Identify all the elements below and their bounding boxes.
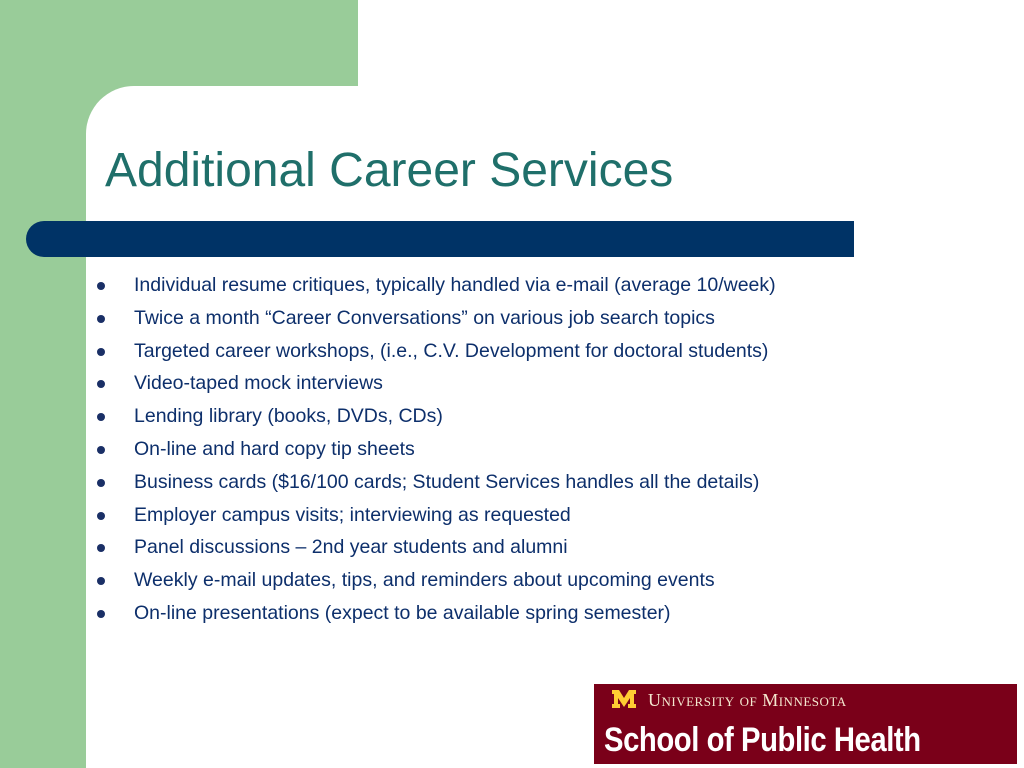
list-item: [97, 499, 997, 532]
bullet-dot-icon: [97, 577, 105, 585]
list-item: [97, 531, 997, 564]
bullet-dot-icon: [97, 446, 105, 454]
bullet-text: Lending library (books, DVDs, CDs): [134, 405, 443, 428]
bullet-dot-icon: [97, 315, 105, 323]
bullet-text: Targeted career workshops, (i.e., C.V. Development for doctoral students): [134, 339, 769, 362]
list-item: [97, 433, 997, 466]
slide-title: Additional Career Services: [105, 144, 674, 197]
bullet-list: [97, 269, 997, 630]
block-m-logo-icon: [612, 690, 636, 708]
bullet-text: Employer campus visits; interviewing as requested: [134, 503, 571, 526]
bullet-text: Weekly e-mail updates, tips, and reminders about upcoming events: [134, 569, 715, 592]
title-underline-bar: [26, 221, 854, 257]
list-item: [97, 466, 997, 499]
list-item: [97, 597, 997, 630]
bullet-dot-icon: [97, 479, 105, 487]
bullet-text: Individual resume critiques, typically handled via e-mail (average 10/week): [134, 274, 776, 296]
bullet-dot-icon: [97, 413, 105, 421]
bullet-dot-icon: [97, 282, 105, 290]
bullet-dot-icon: [97, 380, 105, 388]
list-item: [97, 269, 997, 302]
bullet-text: On-line and hard copy tip sheets: [134, 437, 415, 460]
logo-university-name: University of Minnesota: [648, 690, 847, 710]
logo-school-name: School of Public Health: [604, 721, 921, 759]
bullet-dot-icon: [97, 544, 105, 552]
bullet-dot-icon: [97, 610, 105, 618]
list-item: [97, 400, 997, 433]
bullet-text: Business cards ($16/100 cards; Student Services handles all the details): [134, 470, 760, 493]
bullet-text: Video-taped mock interviews: [134, 372, 383, 395]
bullet-text: Panel discussions – 2nd year students and alumni: [134, 536, 568, 559]
bullet-text: Twice a month “Career Conversations” on various job search topics: [134, 306, 715, 329]
list-item: [97, 335, 997, 368]
bullet-dot-icon: [97, 512, 105, 520]
bullet-text: On-line presentations (expect to be available spring semester): [134, 601, 671, 624]
list-item: [97, 302, 997, 335]
bullet-dot-icon: [97, 348, 105, 356]
list-item: [97, 564, 997, 597]
university-logo: [594, 684, 1017, 764]
list-item: [97, 367, 997, 400]
